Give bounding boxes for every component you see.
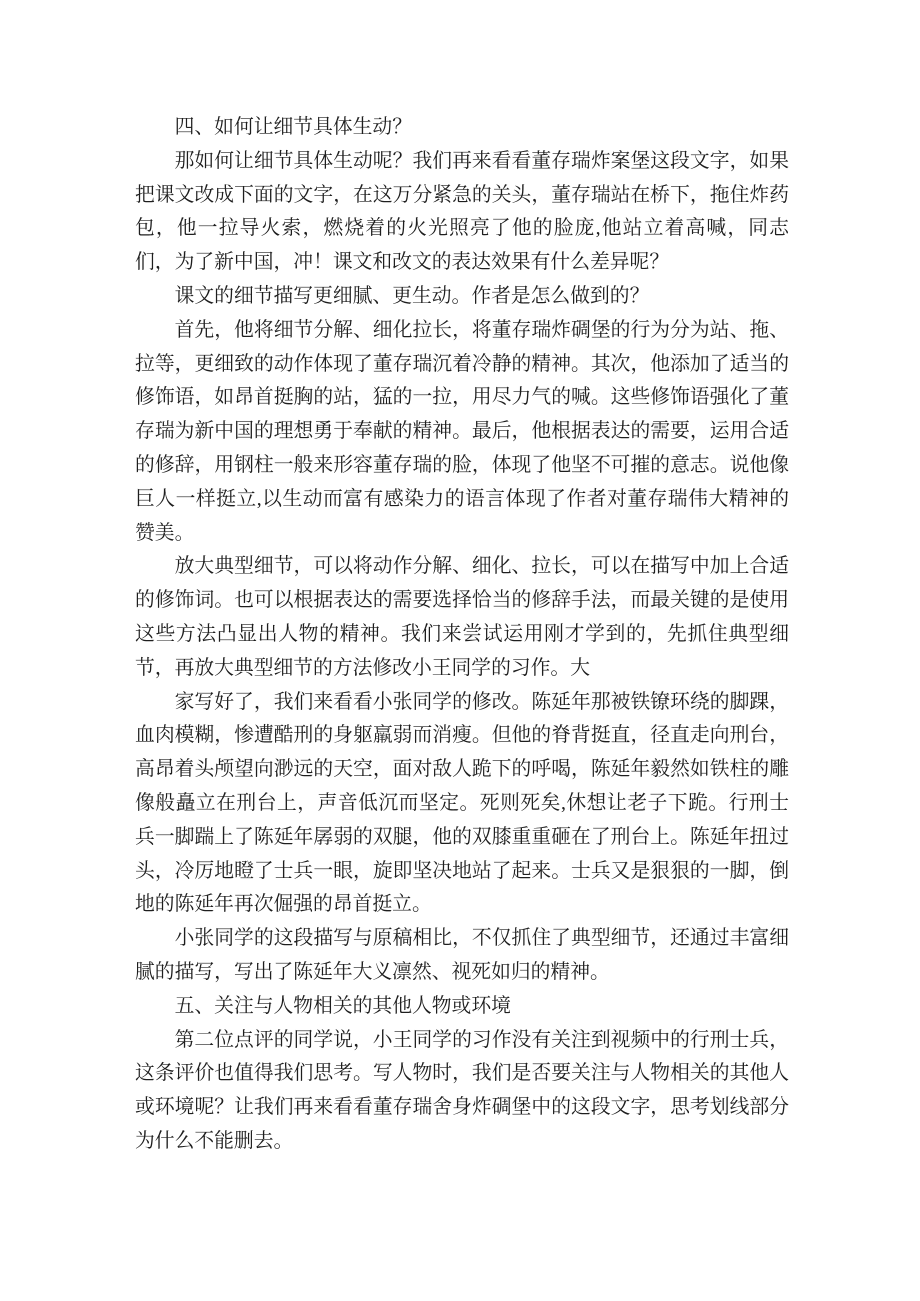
paragraph-revision-comment: 小张同学的这段描写与原稿相比，不仅抓住了典型细节，还通过丰富细腻的描写，写出了陈延年大义凛然、视死如归的精神。	[135, 927, 789, 983]
section-heading-four: 四、如何让细节具体生动？	[174, 116, 412, 138]
paragraph-methods-analysis: 首先，他将细节分解、细化拉长，将董存瑞炸碉堡的行为分为站、拖、拉等，更细致的动作体现了董存瑞沉着冷静的精神。其次，他添加了适当的修饰语，如昂首挺胸的站，猛的一拉，用尽力气的喊。这些修饰语强化了董存瑞为新中国的理想勇于奉献的精神。最后，他根据表达的需要，运用合适的修辞，用钢柱一般来形容董存瑞的脸，体现了他坚不可摧的意志。说他像巨人一样挺立,以生动而富有感染力的语言体现了作者对董存瑞伟大精神的赞美。	[135, 318, 789, 544]
paragraph-question: 课文的细节描写更细腻、更生动。作者是怎么做到的？	[174, 284, 650, 307]
paragraph-rewrite-comparison: 那如何让细节具体生动呢？我们再来看看董存瑞炸案堡这段文字，如果把课文改成下面的文字，在这万分紧急的关头，董存瑞站在桥下，拖住炸药包，他一拉导火索，燃烧着的火光照亮了他的脸庞,他站立着高喊，同志们，为了新中国，冲！课文和改文的表达效果有什么差异呢？	[135, 149, 789, 274]
paragraph-enlarge-details: 放大典型细节，可以将动作分解、细化、拉长，可以在描写中加上合适的修饰词。也可以根据表达的需要选择恰当的修辞手法，而最关键的是使用这些方法凸显出人物的精神。我们来尝试运用刚才学到的，先抓住典型细节，再放大典型细节的方法修改小王同学的习作。大	[135, 555, 789, 679]
document-text-block	[135, 111, 789, 1159]
paragraph-student-revision: 家写好了，我们来看看小张同学的修改。陈延年那被铁镣环绕的脚踝，血肉模糊，惨遭酷刑的身躯羸弱而消瘦。但他的脊背挺直，径直走向刑台，高昂着头颅望向渺远的天空，面对敌人跪下的呼喝，陈延年毅然如铁柱的雕像般矗立在刑台上，声音低沉而坚定。死则死矣,休想让老子下跪。行刑士兵一脚踹上了陈延年孱弱的双腿，他的双膝重重砸在了刑台上。陈延年扭过头，冷厉地瞪了士兵一眼，旋即坚决地站了起来。士兵又是狠狠的一脚，倒地的陈延年再次倔强的昂首挺立。	[135, 690, 789, 916]
section-heading-five: 五、关注与人物相关的其他人物或环境	[174, 994, 511, 1017]
paragraph-other-people-environment: 第二位点评的同学说，小王同学的习作没有关注到视频中的行刑士兵，这条评价也值得我们思考。写人物时，我们是否要关注与人物相关的其他人或环境呢？让我们再来看看董存瑞舍身炸碉堡中的这段文字，思考划线部分为什么不能删去。	[135, 1028, 789, 1152]
